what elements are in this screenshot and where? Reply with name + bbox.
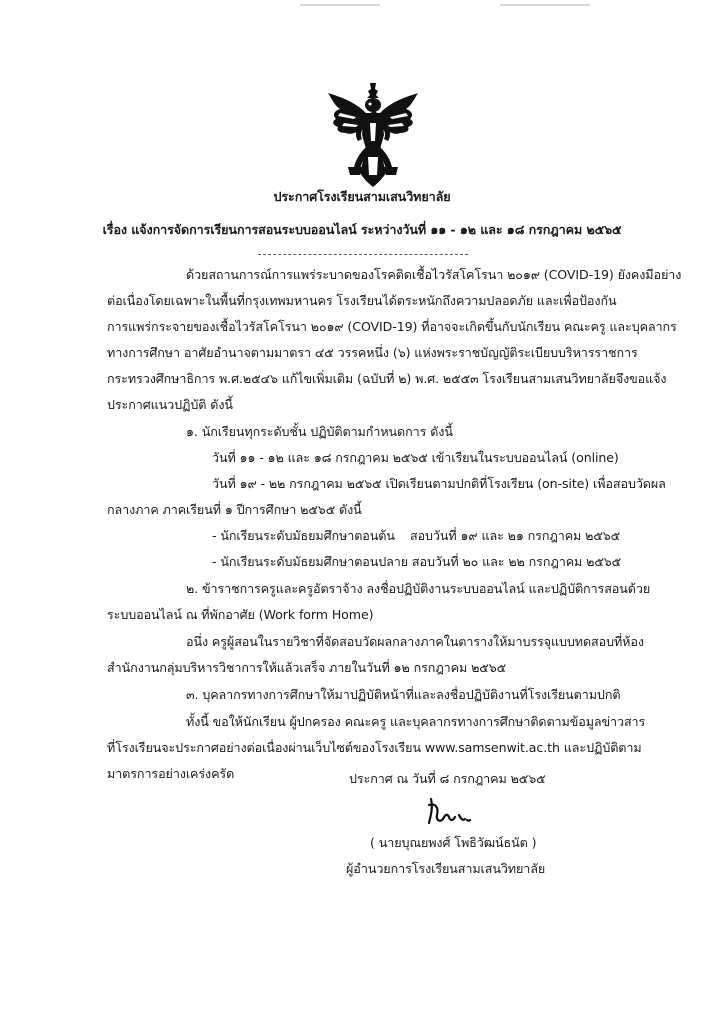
signer-title: ผู้อำนวยการโรงเรียนสามเสนวิทยาลัย <box>346 861 546 876</box>
announce-date: ประกาศ ณ วันที่ ๘ กรกฎาคม ๒๕๖๕ <box>349 771 546 786</box>
announcement-title: ประกาศโรงเรียนสามเสนวิทยาลัย <box>273 189 451 204</box>
item-2-line: สำนักงานกลุ่มบริหารวิชาการให้แล้วเสร็จ ภายในวันที่ ๑๒ กรกฎาคม ๒๕๖๕ <box>107 660 507 675</box>
closing-line: มาตรการอย่างเคร่งครัด <box>107 766 235 781</box>
upper-secondary: - นักเรียนระดับมัธยมศึกษาตอนปลาย สอบวันที่ ๒๐ และ ๒๒ กรกฎาคม ๒๕๖๕ <box>212 554 622 569</box>
item-2-line: ๒. ข้าราชการครูและครูอัตราจ้าง ลงชื่อปฏิบัติงานระบบออนไลน์ และปฏิบัติการสอนด้วย <box>186 581 651 596</box>
intro-line: การแพร่กระจายของเชื้อไวรัสโคโรนา ๒๐๑๙ (COVID-19) ที่อาจจะเกิดขึ้นกับนักเรียน คณะครู และบุคลากร <box>107 319 677 334</box>
signer-name: ( นายบุณยพงศ์ โพธิวัฒน์ธนัต ) <box>370 835 537 850</box>
intro-line: ประกาศแนวปฏิบัติ ดังนี้ <box>107 397 233 412</box>
scan-smudge <box>500 4 590 6</box>
item-2-line: ระบบออนไลน์ ณ ที่พักอาศัย (Work form Home) <box>107 607 374 622</box>
announcement-subject: เรื่อง แจ้งการจัดการเรียนการสอนระบบออนไลน์ ระหว่างวันที่ ๑๑ - ๑๒ และ ๑๘ กรกฎาคม ๒๕๖๕ <box>102 222 622 237</box>
garuda-emblem-icon <box>326 83 420 189</box>
item-1-heading: ๑. นักเรียนทุกระดับชั้น ปฏิบัติตามกำหนดการ ดังนี้ <box>186 424 453 439</box>
item-2-line: อนึ่ง ครูผู้สอนในรายวิชาที่จัดสอบวัดผลกลางภาคในตารางให้มาบรรจุแบบทดสอบที่ห้อง <box>186 634 644 649</box>
header-divider <box>258 254 468 255</box>
intro-line: ต่อเนื่องโดยเฉพาะในพื้นที่กรุงเทพมหานคร โรงเรียนได้ตระหนักถึงความปลอดภัย และเพื่อป้องกัน <box>107 293 617 308</box>
signature-icon <box>423 793 475 829</box>
item-1-onsite: วันที่ ๑๙ - ๒๒ กรกฎาคม ๒๕๖๕ เปิดเรียนตามปกติที่โรงเรียน (on-site) เพื่อสอบวัดผล <box>212 476 666 491</box>
closing-line: ที่โรงเรียนจะประกาศอย่างต่อเนื่องผ่านเว็บไซต์ของโรงเรียน www.samsenwit.ac.th และปฏิบัติตาม <box>107 740 642 755</box>
lower-secondary-dates: สอบวันที่ ๑๙ และ ๒๑ กรกฎาคม ๒๕๖๕ <box>410 528 621 543</box>
intro-line: ทางการศึกษา อาศัยอำนาจตามมาตรา ๔๕ วรรคหนึ่ง (๖) แห่งพระราชบัญญัติระเบียบบริหารราชการ <box>107 345 638 360</box>
item-1-online: วันที่ ๑๑ - ๑๒ และ ๑๘ กรกฎาคม ๒๕๖๕ เข้าเรียนในระบบออนไลน์ (online) <box>212 450 619 465</box>
item-3: ๓. บุคลากรทางการศึกษาให้มาปฏิบัติหน้าที่และลงชื่อปฏิบัติงานที่โรงเรียนตามปกติ <box>186 687 621 702</box>
scan-smudge <box>300 4 380 6</box>
item-1-onsite-cont: กลางภาค ภาคเรียนที่ ๑ ปีการศึกษา ๒๕๖๕ ดังนี้ <box>107 502 362 517</box>
intro-line: ด้วยสถานการณ์การแพร่ระบาดของโรคติดเชื้อไวรัสโคโรนา ๒๐๑๙ (COVID-19) ยังคงมีอย่าง <box>186 267 682 282</box>
intro-line: กระทรวงศึกษาธิการ พ.ศ.๒๕๔๖ แก้ไขเพิ่มเติม (ฉบับที่ ๒) พ.ศ. ๒๕๕๓ โรงเรียนสามเสนวิทยาลัยจึงขอแจ้ง <box>107 371 667 386</box>
closing-line: ทั้งนี้ ขอให้นักเรียน ผู้ปกครอง คณะครู และบุคลากรทางการศึกษาติดตามข้อมูลข่าวสาร <box>186 714 646 729</box>
lower-secondary-label: - นักเรียนระดับมัธยมศึกษาตอนต้น <box>212 528 395 543</box>
